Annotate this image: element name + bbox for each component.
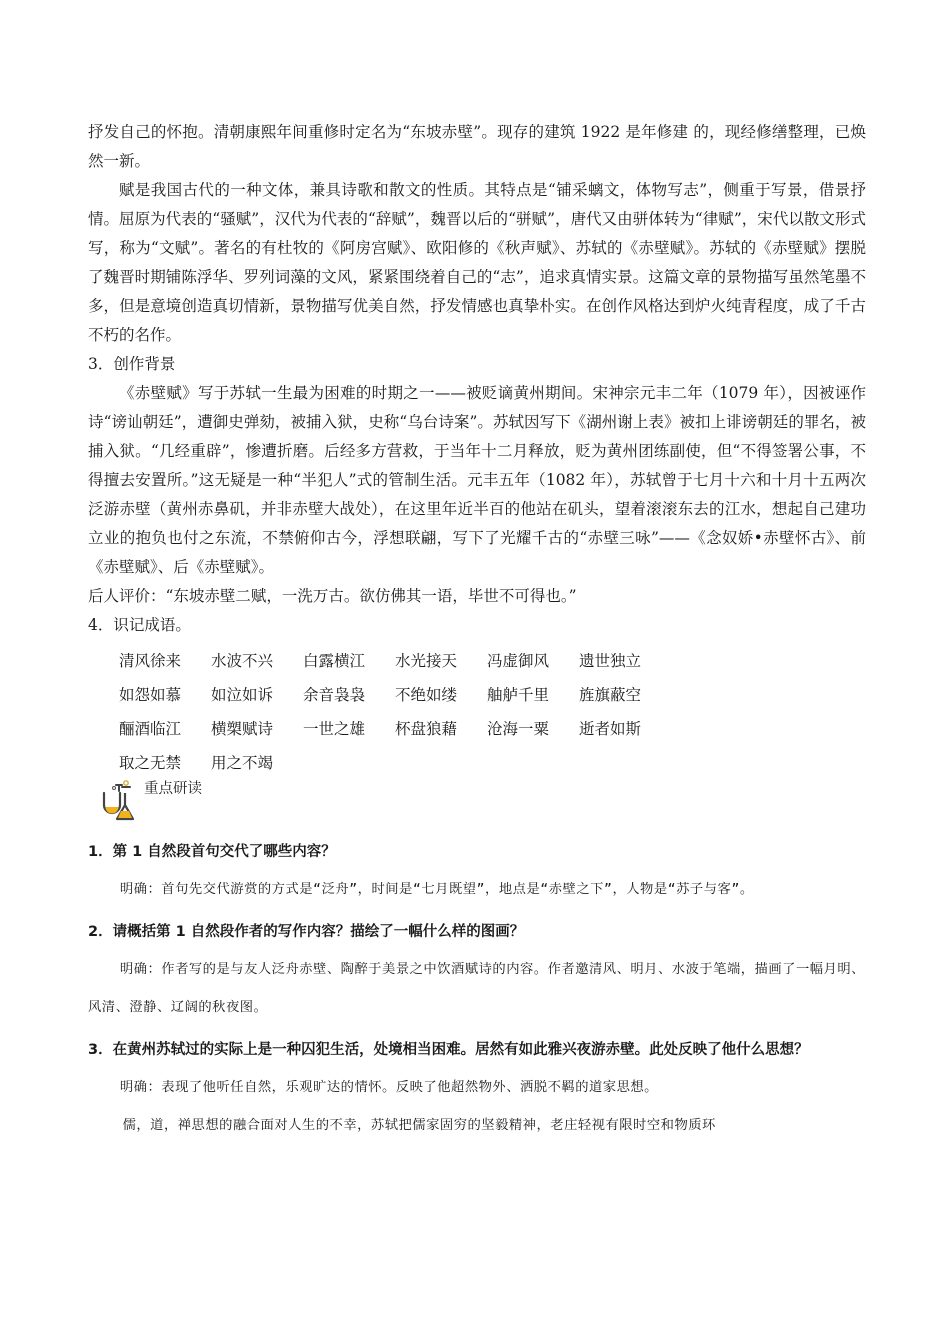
answer-1: 明确：首句先交代游赏的方式是“泛舟”，时间是“七月既望”，地点是“赤壁之下”，人物是“苏子与客”。 — [119, 882, 754, 897]
idiom: 沧海一粟 — [487, 720, 550, 738]
idiom: 横槊赋诗 — [211, 720, 274, 738]
background-paragraph: 《赤壁赋》写于苏轼一生最为困难的时期之一——被贬谪黄州期间。宋神宗元丰二年（1079 年），因被诬作诗“谤讪朝廷”，遭御史弹劾，被捕入狱，史称“乌台诗案”。苏轼因写下《湖州谢上表》被扣上诽谤朝廷的罪名，被捕入狱。“几经重辟”，惨遭折磨。后经多方营救，于当年十二月释放，贬为黄州团练副使，但“不得签署公事，不得擅去安置所。”这无疑是一种“半犯人”式的管制生活。元丰五年（1082 年），苏轼曾于七月十六和十月十五两次泛游赤壁（黄州赤鼻矶，并非赤壁大战处），在这里年近半百的他站在矶头，望着滚滚东去的江水，想起自己建功立业的抱负也付之东流，不禁俯仰古今，浮想联翩，写下了光耀千古的“赤壁三咏”——《念奴娇•赤壁怀古》、前《赤壁赋》、后《赤壁赋》。 — [88, 384, 866, 576]
idiom-row — [88, 677, 866, 711]
document-page — [88, 118, 866, 1145]
idiom: 水光接天 — [395, 652, 458, 670]
heading-idioms: 4．识记成语。 — [88, 616, 191, 634]
idiom: 逝者如斯 — [579, 720, 642, 738]
section-header-key-study — [88, 779, 866, 829]
idiom-row — [88, 643, 866, 677]
idiom: 遗世独立 — [579, 652, 642, 670]
intro-paragraph-fu: 赋是我国古代的一种文体，兼具诗歌和散文的性质。其特点是“铺采螭文，体物写志”，侧重于写景，借景抒情。屈原为代表的“骚赋”，汉代为代表的“辞赋”，魏晋以后的“骈赋”，唐代又由骈体转为“律赋”，宋代以散文形式写，称为“文赋”。著名的有杜牧的《阿房宫赋》、欧阳修的《秋声赋》、苏轼的《赤壁赋》。苏轼的《赤壁赋》摆脱了魏晋时期铺陈浮华、罗列词藻的文风，紧紧围绕着自己的“志”，追求真情实景。这篇文章的景物描写虽然笔墨不多，但是意境创造真切情新，景物描写优美自然，抒发情感也真挚朴实。在创作风格达到炉火纯青程度，成了千古不朽的名作。 — [88, 181, 866, 344]
idiom: 舳舻千里 — [487, 686, 550, 704]
idiom: 如怨如慕 — [119, 686, 182, 704]
idiom: 取之无禁 — [119, 754, 182, 772]
answer-3-extra: 儒，道，禅思想的融合面对人生的不幸，苏轼把儒家固穷的坚毅精神，老庄轻视有限时空和物质环 — [122, 1118, 716, 1133]
question-2: 2．请概括第 1 自然段作者的写作内容？描绘了一幅什么样的图画？ — [88, 924, 525, 940]
idiom: 如泣如诉 — [211, 686, 274, 704]
idiom-row — [88, 711, 866, 745]
idiom: 水波不兴 — [211, 652, 274, 670]
heading-background: 3．创作背景 — [88, 355, 176, 373]
idiom-row — [88, 745, 866, 779]
answer-2: 明确：作者写的是与友人泛舟赤壁、陶醉于美景之中饮酒赋诗的内容。作者邀清风、明月、水波于笔端，描画了一幅月明、风清、澄静、辽阔的秋夜图。 — [88, 962, 865, 1015]
idiom: 一世之雄 — [303, 720, 366, 738]
idiom: 旌旗蔽空 — [579, 686, 642, 704]
answer-3: 明确：表现了他听任自然，乐观旷达的情怀。反映了他超然物外、洒脱不羁的道家思想。 — [119, 1080, 658, 1095]
idiom: 用之不竭 — [211, 754, 274, 772]
later-review: 后人评价：“东坡赤壁二赋，一洗万古。欲仿佛其一语，毕世不可得也。” — [88, 587, 577, 605]
question-1: 1．第 1 自然段首句交代了哪些内容？ — [88, 844, 336, 860]
idiom: 不绝如缕 — [395, 686, 458, 704]
idiom: 冯虚御风 — [487, 652, 550, 670]
idiom: 酾酒临江 — [119, 720, 182, 738]
idiom: 余音袅袅 — [303, 686, 366, 704]
idiom: 白露横江 — [303, 652, 366, 670]
idiom-list — [88, 643, 866, 779]
lab-flask-icon — [98, 779, 144, 825]
section-title: 重点研读 — [144, 781, 202, 797]
idiom: 清风徐来 — [119, 652, 182, 670]
question-3: 3．在黄州苏轼过的实际上是一种囚犯生活，处境相当困难。居然有如此雅兴夜游赤壁。此处反映了他什么思想？ — [88, 1042, 809, 1058]
intro-paragraph-1: 抒发自己的怀抱。清朝康熙年间重修时定名为“东坡赤壁”。现存的建筑 1922 是年修建 的，现经修缮整理，已焕然一新。 — [88, 123, 866, 170]
idiom: 杯盘狼藉 — [395, 720, 458, 738]
